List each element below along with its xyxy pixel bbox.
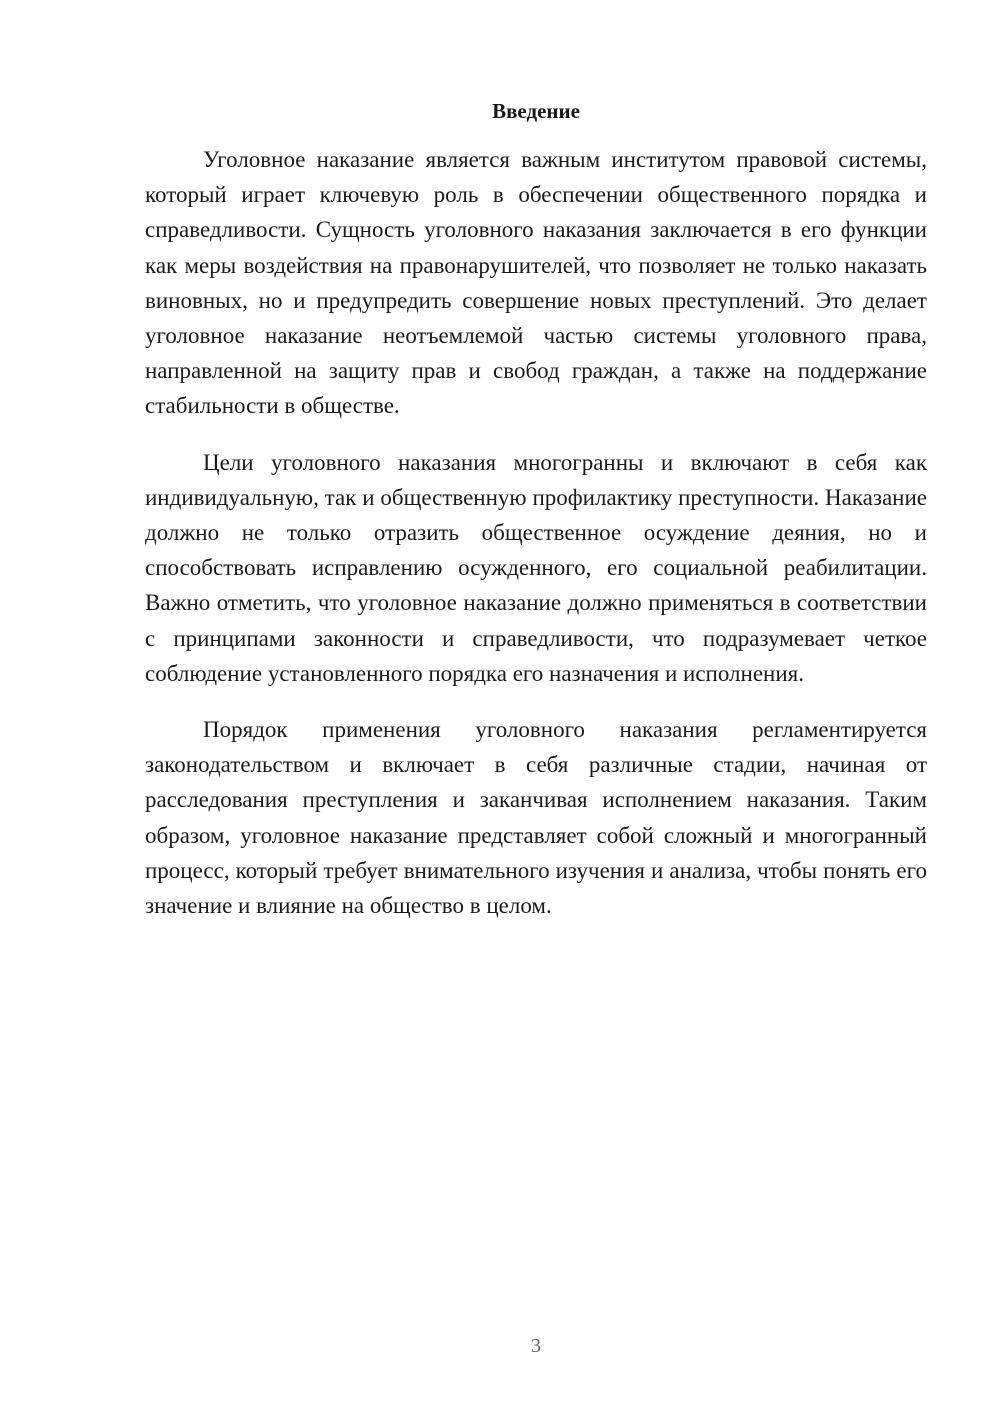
- paragraph-1: Уголовное наказание является важным институтом правовой системы, который играет ключевую роль в обеспечении общественного порядка и справедливости. Сущность уголовного наказания заключается в его функции как меры воздействия на правонарушителей, что позволяет не только наказать виновных, но и предупредить совершение новых преступлений. Это делает уголовное наказание неотъемлемой частью системы уголовного права, направленной на защиту прав и свобод граждан, а также на поддержание стабильности в обществе.: [145, 147, 927, 419]
- paragraph-2: Цели уголовного наказания многогранны и включают в себя как индивидуальную, так и общественную профилактику преступности. Наказание должно не только отразить общественное осуждение деяния, но и способствовать исправлению осужденного, его социальной реабилитации. Важно отметить, что уголовное наказание должно применяться в соответствии с принципами законности и справедливости, что подразумевает четкое соблюдение установленного порядка его назначения и исполнения.: [145, 449, 927, 686]
- page-number: 3: [531, 1335, 541, 1357]
- body-text: [145, 142, 927, 923]
- paragraph-3: Порядок применения уголовного наказания регламентируется законодательством и включает в себя различные стадии, начиная от расследования преступления и заканчивая исполнением наказания. Таким образом, уголовное наказание представляет собой сложный и многогранный процесс, который требует внимательного изучения и анализа, чтобы понять его значение и влияние на общество в целом.: [145, 717, 927, 919]
- section-heading: Введение: [492, 99, 580, 123]
